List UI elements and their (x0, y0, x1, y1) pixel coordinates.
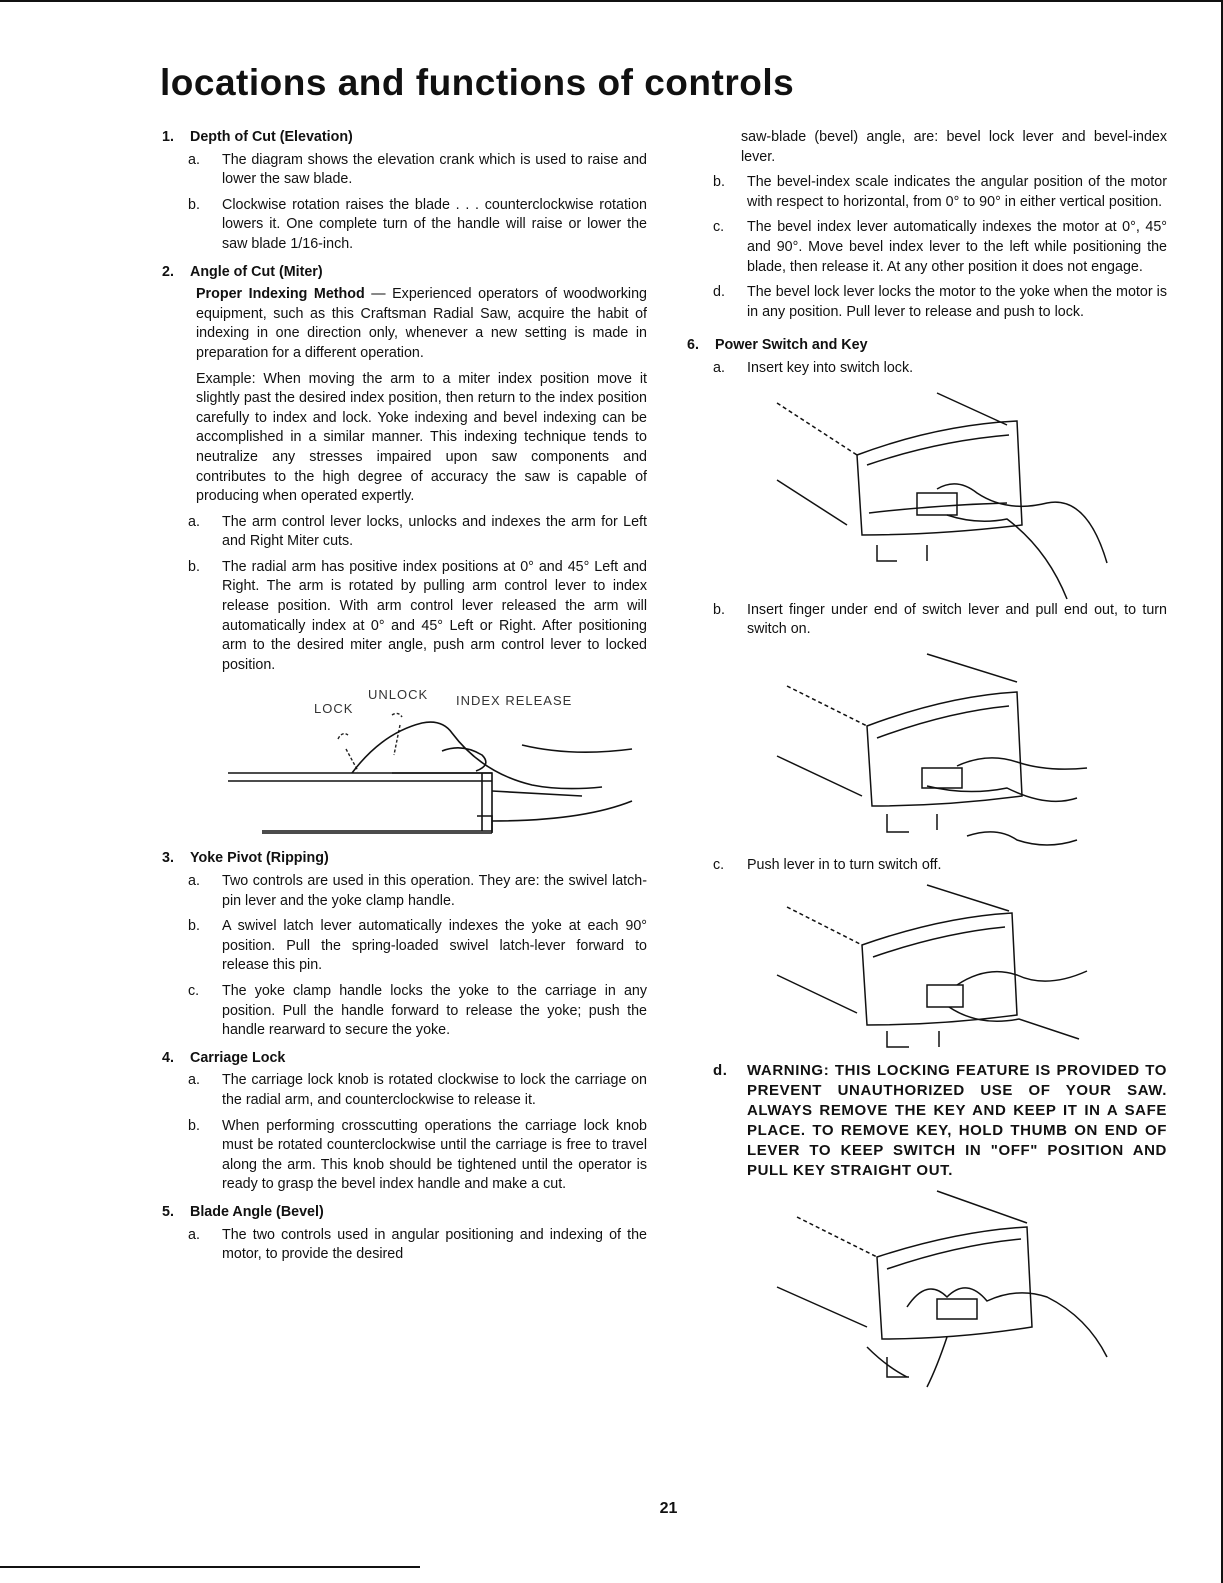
section-title: Blade Angle (Bevel) (190, 1203, 324, 1220)
page-number: 21 (659, 1500, 678, 1517)
section-depth-of-cut (162, 128, 647, 255)
section-number: 3. (162, 850, 174, 867)
page-title: locations and functions of controls (160, 62, 795, 103)
section-number: 1. (162, 129, 174, 145)
index-release-label: INDEX RELEASE (456, 693, 573, 709)
section-number: 2. (162, 263, 174, 280)
section-yoke-pivot (162, 849, 647, 1040)
continued-text: saw-blade (bevel) angle, are: bevel lock lever and bevel-index lever. (741, 129, 1167, 165)
list-item: a. The diagram shows the elevation crank which is used to raise and lower the saw blade. (188, 151, 647, 188)
section-title: Carriage Lock (190, 1049, 286, 1066)
right-column (687, 128, 1167, 1405)
section-carriage-lock (162, 1049, 647, 1195)
unlock-label: UNLOCK (368, 687, 429, 703)
list-item: b. Insert finger under end of switch lever and pull end out, to turn switch on. (713, 601, 1167, 638)
switch-on-illustration (687, 646, 1167, 856)
list-item: c. The bevel index lever automatically indexes the motor at 0°, 45° and 90°. Move bevel index lever to the left while positioning the blade, then release it. At any other position it does not engage. (713, 219, 1167, 275)
list-item: b. A swivel latch lever automatically indexes the yoke at each 90° position. Pull the spring-loaded swivel latch-lever forward to release this pin. (188, 918, 647, 974)
list-item: a. The two controls used in angular positioning and indexing of the motor, to provide the desired (188, 1226, 647, 1263)
section-title: Angle of Cut (Miter) (190, 263, 323, 280)
arm-control-lever-diagram (162, 681, 647, 841)
section-blade-angle (162, 1203, 647, 1265)
list-item: a. Insert key into switch lock. (713, 359, 914, 376)
page-border-bottom (0, 1566, 420, 1568)
section-number: 5. (162, 1203, 174, 1220)
section-title: Depth of Cut (Elevation) (190, 129, 353, 145)
arm-drawing (228, 723, 632, 834)
section-angle-of-cut (162, 263, 647, 842)
list-item: d. The bevel lock lever locks the motor to the yoke when the motor is in any position. Pull lever to release and push to lock. (713, 284, 1167, 320)
section-number: 6. (687, 337, 699, 354)
section-title: Yoke Pivot (Ripping) (190, 850, 329, 867)
paragraph-indexing-method: Proper Indexing Method — Experienced operators of woodworking equipment, such as this Craftsman Radial Saw, acquire the habit of indexing in one direction only, whenever a new setting is made in preparation for a different operation. (196, 286, 647, 361)
list-item: c. Push lever in to turn switch off. (713, 856, 942, 873)
section-number: 4. (162, 1049, 174, 1066)
left-column (162, 128, 647, 1273)
list-item: b. The bevel-index scale indicates the angular position of the motor with respect to horizontal, from 0° to 90° in either vertical position. (713, 174, 1167, 210)
warning-notice: d. WARNING: THIS LOCKING FEATURE IS PROVIDED TO PREVENT UNAUTHORIZED USE OF YOUR SAW. ALWAYS REMOVE THE KEY AND KEEP IT IN A SAFE PLACE. TO REMOVE KEY, HOLD THUMB ON END OF LEVER TO KEEP SWITCH IN "OFF" POSITION AND PULL KEY STRAIGHT OUT. (713, 1062, 1167, 1180)
section-title: Power Switch and Key (715, 337, 868, 354)
list-item: c. The yoke clamp handle locks the yoke to the carriage in any position. Pull the handle forward to release the yoke; push the handle rearward to secure the yoke. (188, 983, 647, 1039)
paragraph-example: Example: When moving the arm to a miter index position move it slightly past the desired index position, then return to the index position carefully to index and lock. Yoke indexing and bevel indexing can be accomplished in a similar manner. This indexing technique tends to neutralize any stresses impaired upon saw components and contributes to the high degree of accuracy the saw is capable of producing when operated expertly. (196, 370, 647, 505)
list-item: a. The arm control lever locks, unlocks and indexes the arm for Left and Right Miter cuts. (188, 513, 647, 550)
list-item: b. The radial arm has positive index positions at 0° and 45° Left and Right. The arm is rotated by pulling arm control lever to index release position. With arm control lever released the arm will automatically index at 0° and 45° Left or Right. After positioning arm to the desired miter angle, push arm control lever to locked position. (188, 558, 647, 673)
list-item: a. Two controls are used in this operation. They are: the swivel latch-pin lever and the yoke clamp handle. (188, 873, 647, 909)
list-item: a. The carriage lock knob is rotated clockwise to lock the carriage on the radial arm, and counterclockwise to release it. (188, 1072, 647, 1108)
page-border-top (0, 0, 1223, 2)
insert-key-illustration (687, 385, 1167, 601)
section-power-switch (687, 336, 1167, 1397)
list-item: b. Clockwise rotation raises the blade . . . counterclockwise rotation lowers it. One complete turn of the handle will raise or lower the saw blade 1/16-inch. (188, 196, 647, 252)
list-item: b. When performing crosscutting operations the carriage lock knob must be rotated counterclockwise until the carriage is free to travel along the arm. This knob should be tightened until the operator is ready to grasp the bevel index handle and make a cut. (188, 1117, 647, 1193)
lever-position-arrows (338, 714, 402, 772)
remove-key-illustration (687, 1187, 1167, 1397)
lock-label: LOCK (314, 701, 354, 717)
switch-off-illustration (687, 881, 1167, 1061)
